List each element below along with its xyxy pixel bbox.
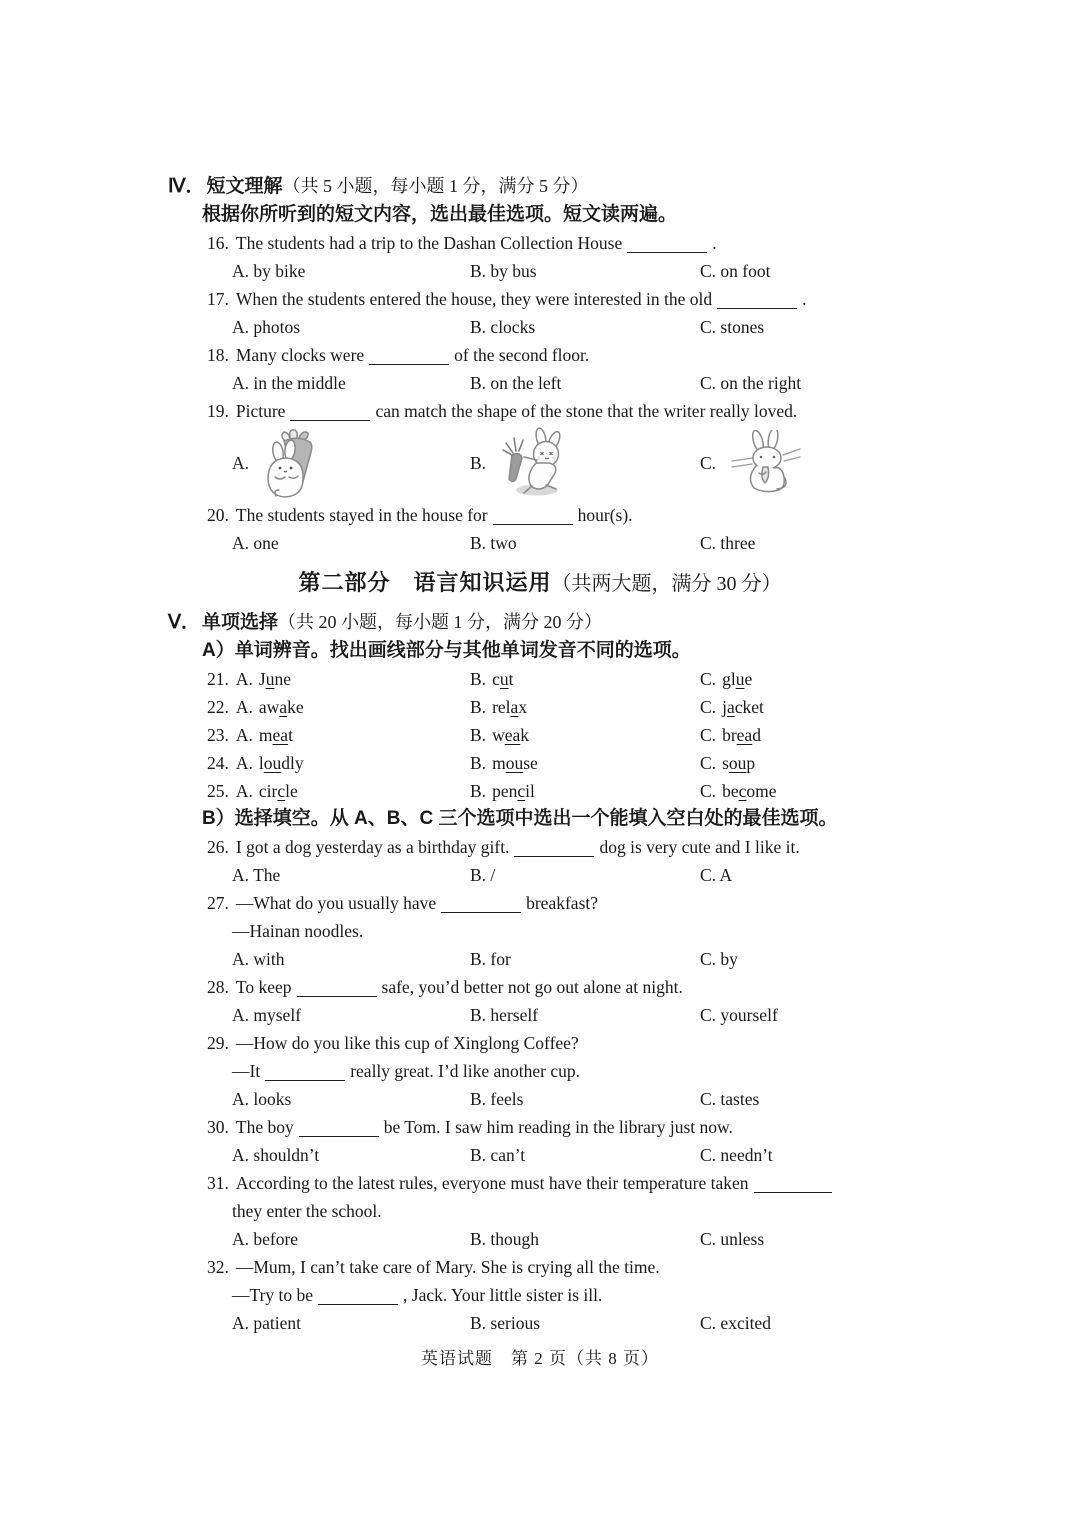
question-text: I got a dog yesterday as a birthday gift.	[235, 837, 510, 857]
answer-blank	[514, 855, 594, 857]
word: meat	[258, 725, 293, 745]
option-b	[470, 665, 700, 693]
option-label: C.	[700, 697, 717, 717]
option-label: B.	[470, 753, 487, 773]
option-a: A. shouldn’t	[232, 1145, 320, 1165]
option-label: A.	[235, 753, 253, 773]
option-b: B. feels	[470, 1089, 524, 1109]
option-label: A.	[235, 669, 253, 689]
question-30	[207, 1113, 1080, 1141]
option-a	[207, 749, 470, 777]
question-text-after-blank: hour(s).	[577, 505, 633, 525]
reply-text: —It	[232, 1061, 261, 1081]
option-label: B.	[470, 669, 487, 689]
section-4-heading	[168, 172, 1080, 201]
option-c	[700, 430, 1080, 496]
word: jacket	[722, 697, 764, 717]
option-c: C. tastes	[700, 1089, 760, 1109]
option-label: A.	[235, 697, 253, 717]
option-a: A. The	[232, 865, 281, 885]
word: loudly	[258, 753, 304, 773]
question-text: Picture	[235, 401, 286, 421]
option-a: A. in the middle	[232, 373, 346, 393]
question-29-reply-line	[232, 1057, 1080, 1085]
question-number: 26.	[207, 837, 229, 857]
question-21	[207, 665, 1080, 693]
option-b: B. by bus	[470, 261, 537, 281]
word: awake	[258, 697, 304, 717]
option-c	[700, 749, 1080, 777]
question-number: 24.	[207, 753, 229, 773]
question-text: —What do you usually have	[235, 893, 437, 913]
question-27-reply-line: —Hainan noodles.	[232, 921, 364, 941]
option-b	[470, 777, 700, 805]
option-label: B.	[470, 725, 487, 745]
section-score-note: （共 20 小题，每小题 1 分，满分 20 分）	[278, 612, 603, 632]
option-label: B.	[470, 697, 487, 717]
answer-blank	[290, 419, 370, 421]
option-b: B. on the left	[470, 373, 562, 393]
option-label: A.	[235, 781, 253, 801]
question-text-after-blank: of the second floor.	[454, 345, 590, 365]
question-number: 16.	[207, 233, 229, 253]
option-b: B. serious	[470, 1313, 540, 1333]
question-text: According to the latest rules, everyone must have their temperature taken	[235, 1173, 749, 1193]
option-c: C. by	[700, 949, 738, 969]
option-c: C. on the right	[700, 373, 802, 393]
option-a: A. photos	[232, 317, 301, 337]
option-a	[232, 427, 470, 499]
rabbit-nibbling-carrot-image-c	[731, 430, 801, 496]
option-b: B. clocks	[470, 317, 536, 337]
part-a-instruction: A）单词辨音。找出画线部分与其他单词发音不同的选项。	[202, 640, 691, 661]
word: relax	[492, 697, 528, 717]
word: weak	[492, 725, 529, 745]
question-number: 23.	[207, 725, 229, 745]
question-text: When the students entered the house, they were interested in the old	[235, 289, 713, 309]
answer-blank	[441, 911, 521, 913]
question-text: —How do you like this cup of Xinglong Coffee?	[235, 1033, 579, 1053]
question-number: 31.	[207, 1173, 229, 1193]
section-4-instruction: 根据你所听到的短文内容，选出最佳选项。短文读两遍。	[202, 204, 678, 225]
question-23	[207, 721, 1080, 749]
answer-blank	[265, 1079, 345, 1081]
option-c: C. excited	[700, 1313, 771, 1333]
options-29	[232, 1085, 1080, 1113]
option-label: C.	[700, 725, 717, 745]
question-text: The students had a trip to the Dashan Collection House	[235, 233, 623, 253]
word: pencil	[492, 781, 535, 801]
option-c	[700, 777, 1080, 805]
answer-blank	[493, 523, 573, 525]
word: circle	[258, 781, 298, 801]
question-19	[207, 397, 1080, 425]
reply-text: —Try to be	[232, 1285, 314, 1305]
options-18	[232, 369, 1080, 397]
answer-blank	[369, 363, 449, 365]
question-number: 18.	[207, 345, 229, 365]
question-20	[207, 501, 1080, 529]
option-b: B. two	[470, 533, 517, 553]
question-text: The students stayed in the house for	[235, 505, 488, 525]
part-2-score-note: （共两大题，满分 30 分）	[551, 573, 782, 595]
option-c: C. on foot	[700, 261, 771, 281]
option-b: B. can’t	[470, 1145, 526, 1165]
option-label: C.	[700, 669, 717, 689]
section-5-heading	[168, 608, 1080, 637]
option-a	[207, 665, 470, 693]
option-b	[470, 721, 700, 749]
answer-blank	[717, 307, 797, 309]
options-30	[232, 1141, 1080, 1169]
option-a	[207, 693, 470, 721]
section-score-note: （共 5 小题，每小题 1 分，满分 5 分）	[282, 176, 589, 196]
options-20	[232, 529, 1080, 557]
option-label: B.	[470, 781, 487, 801]
section-number: Ⅳ．	[168, 176, 205, 197]
question-number: 30.	[207, 1117, 229, 1137]
part-2-header	[0, 563, 1080, 604]
word: bread	[722, 725, 761, 745]
question-text: Many clocks were	[235, 345, 365, 365]
options-17	[232, 313, 1080, 341]
question-text-after-blank: dog is very cute and I like it.	[599, 837, 800, 857]
question-text: —Mum, I can’t take care of Mary. She is crying all the time.	[235, 1257, 660, 1277]
question-number: 17.	[207, 289, 229, 309]
option-c: C. stones	[700, 317, 765, 337]
option-b: B. though	[470, 1229, 540, 1249]
question-number: 29.	[207, 1033, 229, 1053]
option-c: C. needn’t	[700, 1145, 773, 1165]
section-title: 单项选择	[202, 612, 279, 633]
question-number: 19.	[207, 401, 229, 421]
question-18	[207, 341, 1080, 369]
option-c	[700, 721, 1080, 749]
option-c	[700, 665, 1080, 693]
question-text-after-blank: breakfast?	[526, 893, 599, 913]
question-25	[207, 777, 1080, 805]
answer-blank	[627, 251, 707, 253]
answer-blank	[297, 995, 377, 997]
question-24	[207, 749, 1080, 777]
question-text: The boy	[235, 1117, 294, 1137]
option-a	[207, 721, 470, 749]
question-29	[207, 1029, 1080, 1057]
rabbit-kicking-carrot-image-b	[501, 427, 567, 499]
option-b	[470, 749, 700, 777]
option-label: A.	[235, 725, 253, 745]
question-17	[207, 285, 1080, 313]
part-b-instruction: B）选择填空。从 A、B、C 三个选项中选出一个能填入空白处的最佳选项。	[202, 808, 838, 829]
option-a: A. with	[232, 949, 285, 969]
options-27	[232, 945, 1080, 973]
option-c: C. three	[700, 533, 756, 553]
option-a: A. looks	[232, 1089, 292, 1109]
question-text-after-blank: .	[712, 233, 717, 253]
word: become	[722, 781, 777, 801]
answer-blank	[754, 1191, 832, 1193]
options-32	[232, 1309, 1080, 1337]
option-c: C. unless	[700, 1229, 765, 1249]
rabbit-with-carrot-image-a	[264, 427, 324, 499]
options-28	[232, 1001, 1080, 1029]
reply-text-after-blank: really great. I’d like another cup.	[350, 1061, 581, 1081]
question-31-continuation: they enter the school.	[232, 1201, 382, 1221]
option-a: A. before	[232, 1229, 299, 1249]
option-label: A.	[232, 452, 250, 473]
question-text-after-blank: can match the shape of the stone that the writer really loved.	[375, 401, 798, 421]
section-number: Ⅴ．	[168, 612, 200, 633]
question-22	[207, 693, 1080, 721]
option-c: C. A	[700, 865, 733, 885]
option-a: A. myself	[232, 1005, 302, 1025]
page-footer: 英语试题 第 2 页（共 8 页）	[421, 1349, 659, 1368]
question-text-after-blank: .	[802, 289, 807, 309]
question-32	[207, 1253, 1080, 1281]
option-a: A. by bike	[232, 261, 306, 281]
section-title: 短文理解	[206, 176, 283, 197]
option-b: B. for	[470, 949, 511, 969]
word: glue	[722, 669, 753, 689]
word: cut	[492, 669, 514, 689]
question-number: 25.	[207, 781, 229, 801]
question-text-after-blank: be Tom. I saw him reading in the library just now.	[383, 1117, 733, 1137]
options-26	[232, 861, 1080, 889]
option-b: B. herself	[470, 1005, 539, 1025]
word: mouse	[492, 753, 538, 773]
option-b: B. /	[470, 865, 496, 885]
option-c: C. yourself	[700, 1005, 778, 1025]
option-c	[700, 693, 1080, 721]
answer-blank	[299, 1135, 379, 1137]
question-28	[207, 973, 1080, 1001]
question-16	[207, 229, 1080, 257]
part-2-title: 第二部分 语言知识运用	[298, 570, 552, 595]
answer-blank	[318, 1303, 398, 1305]
question-number: 28.	[207, 977, 229, 997]
option-a: A. one	[232, 533, 279, 553]
word: June	[258, 669, 291, 689]
question-number: 20.	[207, 505, 229, 525]
question-number: 32.	[207, 1257, 229, 1277]
option-a	[207, 777, 470, 805]
option-b	[470, 427, 700, 499]
question-19-image-options	[232, 425, 1080, 501]
option-label: B.	[470, 452, 487, 473]
question-26	[207, 833, 1080, 861]
word: soup	[722, 753, 756, 773]
option-b	[470, 693, 700, 721]
options-16	[232, 257, 1080, 285]
option-a: A. patient	[232, 1313, 302, 1333]
reply-text-after-blank: , Jack. Your little sister is ill.	[403, 1285, 603, 1305]
question-text-after-blank: safe, you’d better not go out alone at night.	[381, 977, 683, 997]
question-number: 21.	[207, 669, 229, 689]
question-27	[207, 889, 1080, 917]
question-number: 22.	[207, 697, 229, 717]
question-31	[207, 1169, 1080, 1197]
option-label: C.	[700, 781, 717, 801]
options-31	[232, 1225, 1080, 1253]
question-text: To keep	[235, 977, 292, 997]
option-label: C.	[700, 452, 717, 473]
option-label: C.	[700, 753, 717, 773]
question-number: 27.	[207, 893, 229, 913]
question-32-reply-line	[232, 1281, 1080, 1309]
